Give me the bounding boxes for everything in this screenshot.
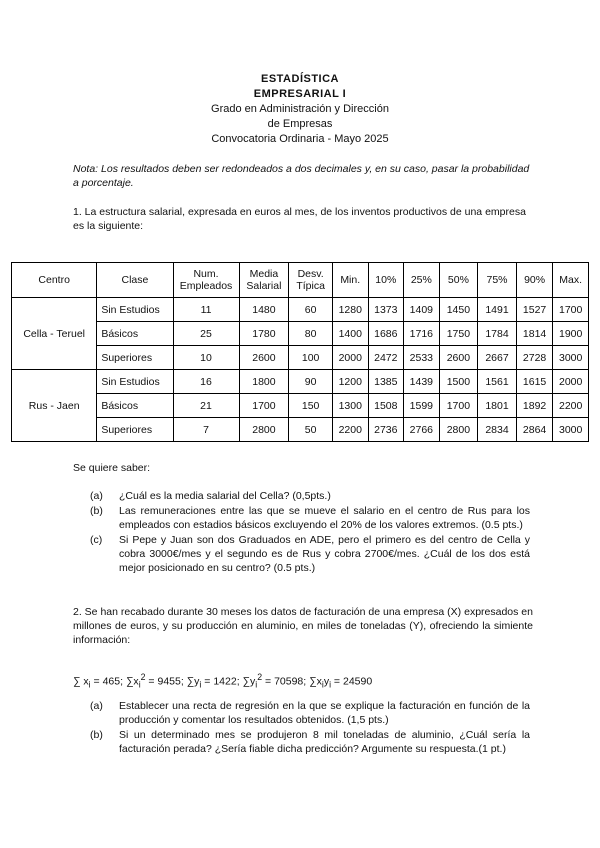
table-cell: 1400 [332,322,368,346]
table-row [12,394,589,418]
centro-cell: Cella - Teruel [12,298,97,370]
col-header: Centro [12,263,97,298]
table-cell: 1450 [439,298,478,322]
q1-ask: Se quiere saber: [73,462,151,474]
table-cell: 1439 [404,370,440,394]
item-text: Si Pepe y Juan son dos Graduados en ADE, pero el primero es del centro de Cella y cobra 3000€/mes y el segundo es de Rus y cobra 2700€/mes. ¿Cuál de los dos está mejor posicionado en su centro? (0.5 pts.) [119,534,530,574]
item-label: (a) [90,700,103,712]
table-cell: 1561 [478,370,517,394]
table-cell: 2667 [478,346,517,370]
degree-line-2: de Empresas [267,118,333,130]
table-row [12,298,589,322]
table-cell: 1527 [516,298,553,322]
col-header: 25% [404,263,440,298]
note: Nota: Los resultados deben ser redondeados a dos decimales y, en su caso, pasar la probabilidad a porcentaje. [73,163,530,189]
table-cell: 3000 [553,418,589,442]
table-cell: 2000 [553,370,589,394]
table-cell: 2728 [516,346,553,370]
clase-cell: Sin Estudios [97,370,173,394]
exam-session: Convocatoria Ordinaria - Mayo 2025 [211,133,389,145]
q1-items [90,489,530,576]
table-cell: 50 [289,418,333,442]
table-cell: 1385 [368,370,404,394]
table-cell: 2600 [439,346,478,370]
centro-cell: Rus - Jaen [12,370,97,442]
table-cell: 1300 [332,394,368,418]
list-item [90,504,530,532]
title-line-2: EMPRESARIAL I [253,88,347,100]
table-cell: 2000 [332,346,368,370]
sum-xy: 24590 [342,675,373,688]
table-cell: 150 [289,394,333,418]
item-text: Establecer una recta de regresión en la que se explique la facturación en función de la producción y comentar los resultados obtenidos. (1,5 pts.) [119,700,530,726]
table-row [12,418,589,442]
table-cell: 90 [289,370,333,394]
q2-items [90,699,530,757]
table-cell: 2200 [332,418,368,442]
q2-intro: 2. Se han recabado durante 30 meses los datos de facturación de una empresa (X) expresados en millones de euros, y su producción en aluminio, en miles de toneladas (Y), ofreciendo la simiente información: [73,606,533,646]
table-cell: 80 [289,322,333,346]
table-cell: 1409 [404,298,440,322]
table-cell: 1750 [439,322,478,346]
table-cell: 1800 [239,370,289,394]
col-header: Desv. Típica [289,263,333,298]
title-line-1: ESTADÍSTICA [260,73,340,85]
table-cell: 2472 [368,346,404,370]
table-cell: 10 [173,346,239,370]
table-cell: 100 [289,346,333,370]
table-cell: 1892 [516,394,553,418]
col-header: Media Salarial [239,263,289,298]
table-cell: 1280 [332,298,368,322]
sum-y: 1422 [213,675,237,688]
summation-formula: ∑ $x_i = 465$; $\sum x_i^2 = 9455$; $\sum y_i = 1422$; $\sum y_i^2 = 70598$; $\sum x_iy_i = 24590$ [73,672,373,690]
table-cell: 2800 [239,418,289,442]
table-cell: 1814 [516,322,553,346]
list-item [90,699,530,727]
table-cell: 1491 [478,298,517,322]
col-header: 90% [516,263,553,298]
table-cell: 2600 [239,346,289,370]
table-cell: 16 [173,370,239,394]
table-cell: 2766 [404,418,440,442]
table-cell: 2864 [516,418,553,442]
col-header: Clase [97,263,173,298]
table-cell: 1780 [239,322,289,346]
table-row [12,322,589,346]
table-cell: 11 [173,298,239,322]
table-cell: 1700 [553,298,589,322]
table-cell: 1716 [404,322,440,346]
table-cell: 1480 [239,298,289,322]
item-label: (b) [90,505,103,517]
item-text: ¿Cuál es la media salarial del Cella? (0,5pts.) [119,490,331,502]
table-row [12,370,589,394]
exam-header [0,72,600,147]
col-header: 50% [439,263,478,298]
table-cell: 3000 [553,346,589,370]
col-header: Num. Empleados [173,263,239,298]
clase-cell: Sin Estudios [97,298,173,322]
table-cell: 2834 [478,418,517,442]
table-cell: 1615 [516,370,553,394]
table-cell: 1508 [368,394,404,418]
item-text: Si un determinado mes se produjeron 8 mil toneladas de aluminio, ¿Cuál sería la facturación perada? ¿Sería fiable dicha predicción? Argumente su respuesta.(1 pt.) [119,729,530,755]
sum-y2: 70598 [274,675,304,688]
table-cell: 1700 [439,394,478,418]
col-header: Max. [553,263,589,298]
clase-cell: Básicos [97,394,173,418]
table-row [12,346,589,370]
sum-x: 465 [102,675,121,688]
table-cell: 60 [289,298,333,322]
list-item [90,489,530,503]
table-cell: 1700 [239,394,289,418]
list-item [90,728,530,756]
salary-table [11,262,589,442]
clase-cell: Superiores [97,418,173,442]
table-cell: 1599 [404,394,440,418]
item-label: (b) [90,729,103,741]
table-cell: 2533 [404,346,440,370]
table-cell: 2200 [553,394,589,418]
table-cell: 1784 [478,322,517,346]
table-cell: 7 [173,418,239,442]
table-cell: 1200 [332,370,368,394]
table-cell: 1500 [439,370,478,394]
degree-line-1: Grado en Administración y Dirección [211,103,389,115]
table-cell: 2736 [368,418,404,442]
table-cell: 1900 [553,322,589,346]
table-cell: 1373 [368,298,404,322]
item-label: (a) [90,490,103,502]
clase-cell: Superiores [97,346,173,370]
sum-x2: 9455 [157,675,181,688]
list-item [90,533,530,575]
clase-cell: Básicos [97,322,173,346]
col-header: 75% [478,263,517,298]
q1-intro: 1. La estructura salarial, expresada en euros al mes, de los inventos productivos de una empresa es la siguiente: [73,206,526,232]
table-cell: 1686 [368,322,404,346]
table-header-row [12,263,589,298]
table-cell: 1801 [478,394,517,418]
item-text: Las remuneraciones entre las que se mueve el salario en el centro de Rus para los empleados con estadios básicos excluyendo el 20% de los valores extremos. (0.5 pts.) [119,505,530,531]
item-label: (c) [90,534,103,546]
table-cell: 25 [173,322,239,346]
col-header: Min. [332,263,368,298]
table-cell: 2800 [439,418,478,442]
col-header: 10% [368,263,404,298]
table-cell: 21 [173,394,239,418]
